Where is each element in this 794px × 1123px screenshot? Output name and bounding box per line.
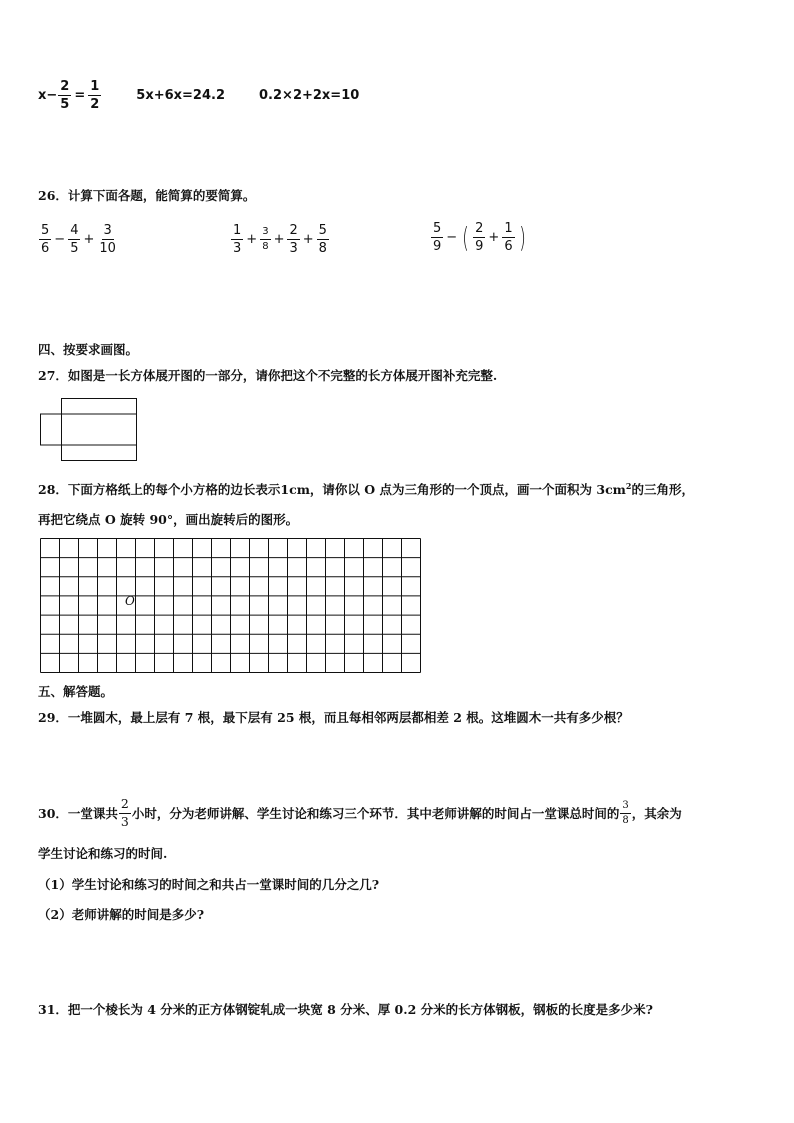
net-face-bottom [62,445,137,461]
q28-text-part: 的三角形， [631,482,695,497]
equation-2: 5x+6x=24.2 [136,88,226,103]
numerator: 3 [260,227,270,240]
numerator: 5 [318,223,327,238]
denominator: 5 [60,97,70,112]
operator: + [302,232,314,247]
superscript: 2 [625,480,632,491]
numerator: 2 [60,79,70,94]
fraction [473,222,485,253]
numerator: 1 [504,221,513,236]
question-26-title: 26．计算下面各题，能简算的要简算。 [38,188,256,203]
question-30-sub-1: （1）学生讨论和练习的时间之和共占一堂课时间的几分之几? [38,877,380,892]
question-31-text: 31．把一个棱长为 4 分米的正方体钢锭轧成一块宽 8 分米、厚 0.2 分米的长方体钢板，钢板的长度是多少米? [38,1002,653,1017]
fraction [119,798,131,828]
section-5-title: 五、解答题。 [38,684,114,699]
fraction [620,801,630,826]
numerator: 4 [70,223,79,238]
question-28-line-1 [38,480,694,498]
operator: + [83,232,95,247]
denominator: 6 [41,241,50,256]
denominator: 2 [90,97,100,112]
numerator: 3 [103,223,112,238]
net-face-top [62,399,137,415]
denominator: 3 [120,813,129,829]
denominator: 8 [622,814,629,826]
equation-3: 0.2×2+2x=10 [259,88,360,103]
fraction [97,224,118,255]
cuboid-net-figure [40,398,140,463]
question-29-text: 29．一堆圆木，最上层有 7 根，最下层有 25 根，而且每相邻两层都相差 2 根。这堆圆木一共有多少根？ [38,710,629,725]
operator: − [54,232,66,247]
denominator: 8 [318,241,327,256]
question-30-sub-2: （2）老师讲解的时间是多少? [38,907,205,922]
fraction [431,222,443,253]
operator: + [488,230,500,245]
denominator: 5 [70,241,79,256]
denominator: 9 [475,239,484,254]
question-28-line-2: 再把它绕点 O 旋转 90°，画出旋转后的图形。 [38,512,299,527]
equation-1 [38,80,102,111]
equals-sign: = [74,88,86,103]
left-parenthesis: ( [462,220,469,254]
numerator: 3 [620,801,630,814]
fraction [68,224,80,255]
section-4-title: 四、按要求画图。 [38,342,139,357]
q30-text-part: ，其余为 [631,806,682,821]
net-face-left [41,414,62,445]
numerator: 1 [90,79,100,94]
question-30-line-1 [38,798,682,828]
fraction [231,224,243,255]
denominator: 3 [233,241,242,256]
question-30-line-2: 学生讨论和练习的时间. [38,846,168,861]
numerator: 5 [433,221,442,236]
numerator: 1 [233,223,242,238]
q26-expression-1 [38,224,119,255]
q30-text-part: 30．一堂课共 [38,806,118,821]
fraction [88,80,101,111]
fraction [260,227,270,252]
eq1-prefix: x− [38,88,58,103]
grid-lines [40,538,422,674]
q30-text-part: 小时，分为老师讲解、学生讨论和练习三个环节．其中老师讲解的时间占一堂课总时间的 [131,806,620,821]
fraction [317,224,329,255]
right-parenthesis: ) [518,220,526,254]
fraction [502,222,514,253]
q28-text-part: 28．下面方格纸上的每个小方格的边长表示1cm，请你以 O 点为三角形的一个顶点，画一个面积为 3cm [38,482,626,497]
numerator: 2 [289,223,298,238]
point-o-label: O [125,594,135,608]
denominator: 3 [289,241,298,256]
numerator: 5 [41,223,50,238]
numerator: 2 [119,798,131,814]
denominator: 9 [433,239,442,254]
operator: + [273,232,285,247]
square-grid-paper [40,538,420,672]
fraction [287,224,299,255]
q26-expression-3 [430,222,529,253]
question-27-text: 27．如图是一长方体展开图的一部分，请你把这个不完整的长方体展开图补充完整. [38,368,498,383]
q26-expression-2 [230,224,330,255]
operator: − [446,230,458,245]
fraction [39,224,51,255]
operator: + [246,232,258,247]
denominator: 8 [262,241,269,252]
numerator: 2 [475,221,484,236]
net-face-front [62,414,137,445]
denominator: 6 [504,239,513,254]
fraction [58,80,71,111]
denominator: 10 [99,241,116,256]
equation-row [38,80,359,111]
